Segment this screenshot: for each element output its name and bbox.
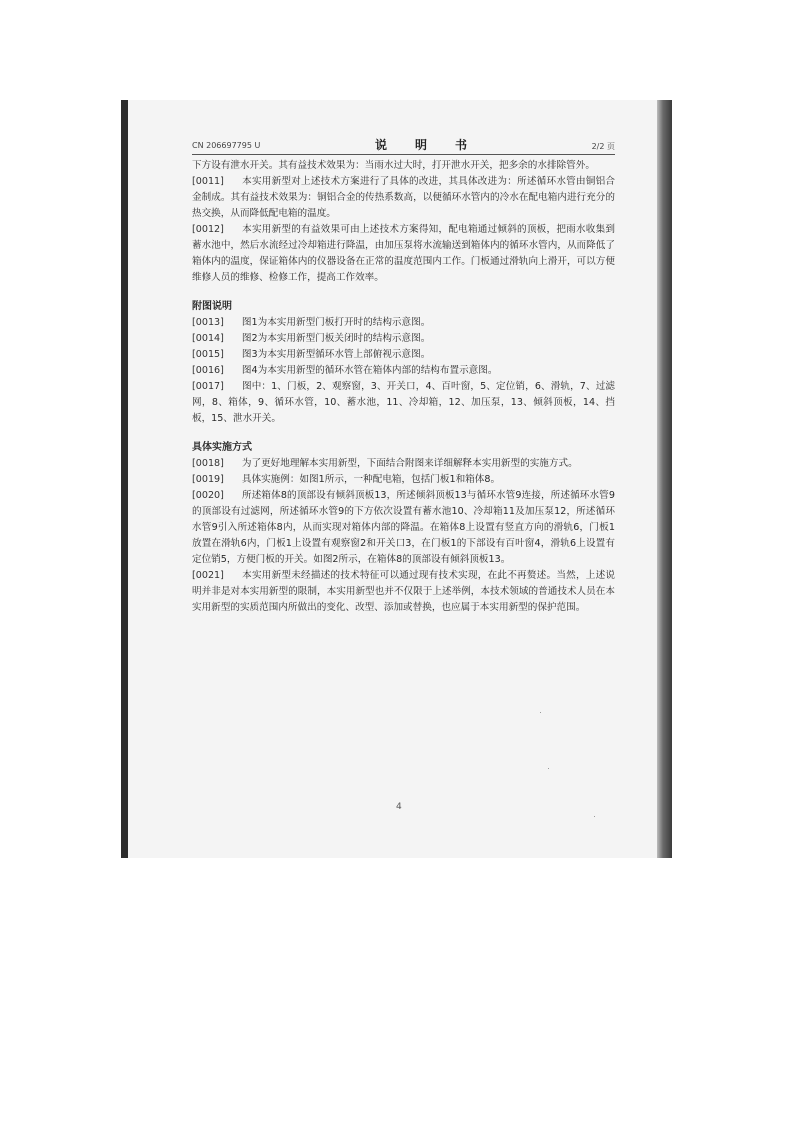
paragraph-number: [0012]	[192, 224, 224, 235]
page-number: 4	[396, 802, 402, 812]
paragraph-number: [0020]	[192, 490, 224, 501]
page-header	[192, 136, 615, 154]
scan-speck	[548, 768, 549, 769]
paragraph-text: 本实用新型对上述技术方案进行了具体的改进，其具体改进为：所述循环水管由铜铝合金制成。其有益技术效果为：铜铝合金的传热系数高，以便循环水管内的冷水在配电箱内进行充分的热交换，从而降低配电箱的温度。	[192, 176, 615, 219]
embodiment-list	[192, 456, 615, 616]
paragraph-number: [0021]	[192, 570, 224, 581]
paragraph-text: 图2为本实用新型门板关闭时的结构示意图。	[241, 333, 431, 344]
list-item	[192, 331, 615, 347]
paragraph-number: [0015]	[192, 349, 224, 360]
paragraph-text: 本实用新型的有益效果可由上述技术方案得知，配电箱通过倾斜的顶板，把雨水收集到蓄水池中，然后水流经过冷却箱进行降温，由加压泵将水流输送到箱体内的循环水管内，从而降低了箱体内的温度，保证箱体内的仪器设备在正常的温度范围内工作。门板通过滑轨向上滑开，可以方便维修人员的维修、检修工作，提高工作效率。	[192, 224, 615, 283]
list-item	[192, 315, 615, 331]
scan-speck	[540, 712, 541, 713]
paragraph-number: [0019]	[192, 474, 224, 485]
paragraph-number: [0017]	[192, 381, 224, 392]
paragraph-0012	[192, 222, 615, 286]
header-divider	[192, 154, 615, 155]
scan-right-edge	[657, 100, 672, 858]
paragraph-text: 图1为本实用新型门板打开时的结构示意图。	[241, 317, 431, 328]
paragraph-text: 所述箱体8的顶部设有倾斜顶板13，所述倾斜顶板13与循环水管9连接，所述循环水管9的顶部设有过滤网，所述循环水管9的下方依次设置有蓄水池10、冷却箱11及加压泵12，所述循环水管9引入所述箱体8内，从而实现对箱体内部的降温。在箱体8上设置有竖直方向的滑轨6，门板1放置在滑轨6内，门板1上设置有观察窗2和开关口3，在门板1的下部设有百叶窗4，滑轨6上设置有定位销5，方便门板的开关。如图2所示，在箱体8的顶部设有倾斜顶板13。	[192, 490, 615, 565]
list-item	[192, 456, 615, 472]
list-item	[192, 379, 615, 427]
list-item	[192, 568, 615, 616]
paragraph-text: 图3为本实用新型循环水管上部俯视示意图。	[241, 349, 431, 360]
paragraph-0011	[192, 174, 615, 222]
list-item	[192, 363, 615, 379]
paragraph-text: 图4为本实用新型的循环水管在箱体内部的结构布置示意图。	[241, 365, 498, 376]
paragraph-text: 为了更好地理解本实用新型，下面结合附图来详细解释本实用新型的实施方式。	[241, 458, 578, 469]
paragraph-text: 图中：1、门板，2、观察窗，3、开关口，4、百叶窗，5、定位销，6、滑轨，7、过滤网，8、箱体，9、循环水管，10、蓄水池，11、冷却箱，12、加压泵，13、倾斜顶板，14、挡板，15、泄水开关。	[192, 381, 615, 424]
list-item	[192, 472, 615, 488]
paragraph-number: [0018]	[192, 458, 224, 469]
page-indicator: 2/2 页	[591, 142, 615, 151]
continued-paragraph: 下方设有泄水开关。其有益技术效果为：当雨水过大时，打开泄水开关，把多余的水排除管外。	[192, 160, 595, 171]
paragraph-text: 本实用新型未经描述的技术特征可以通过现有技术实现，在此不再赘述。当然，上述说明并非是对本实用新型的限制，本实用新型也并不仅限于上述举例，本技术领域的普通技术人员在本实用新型的实质范围内所做出的变化、改型、添加或替换，也应属于本实用新型的保护范围。	[192, 570, 615, 613]
paragraph-number: [0013]	[192, 317, 224, 328]
list-item	[192, 488, 615, 568]
scan-speck	[594, 816, 595, 817]
paragraph-number: [0014]	[192, 333, 224, 344]
paragraph-number: [0016]	[192, 365, 224, 376]
list-item	[192, 347, 615, 363]
page-title: 说 明 书	[375, 138, 476, 152]
scan-left-edge	[121, 100, 128, 858]
paragraph-number: [0011]	[192, 176, 224, 187]
document-body	[192, 158, 615, 616]
section-heading-embodiment: 具体实施方式	[192, 442, 252, 453]
paragraph-text: 具体实施例：如图1所示，一种配电箱，包括门板1和箱体8。	[241, 474, 501, 485]
doc-id: CN 206697795 U	[192, 141, 261, 150]
figures-list	[192, 315, 615, 427]
section-heading-figures: 附图说明	[192, 301, 232, 312]
